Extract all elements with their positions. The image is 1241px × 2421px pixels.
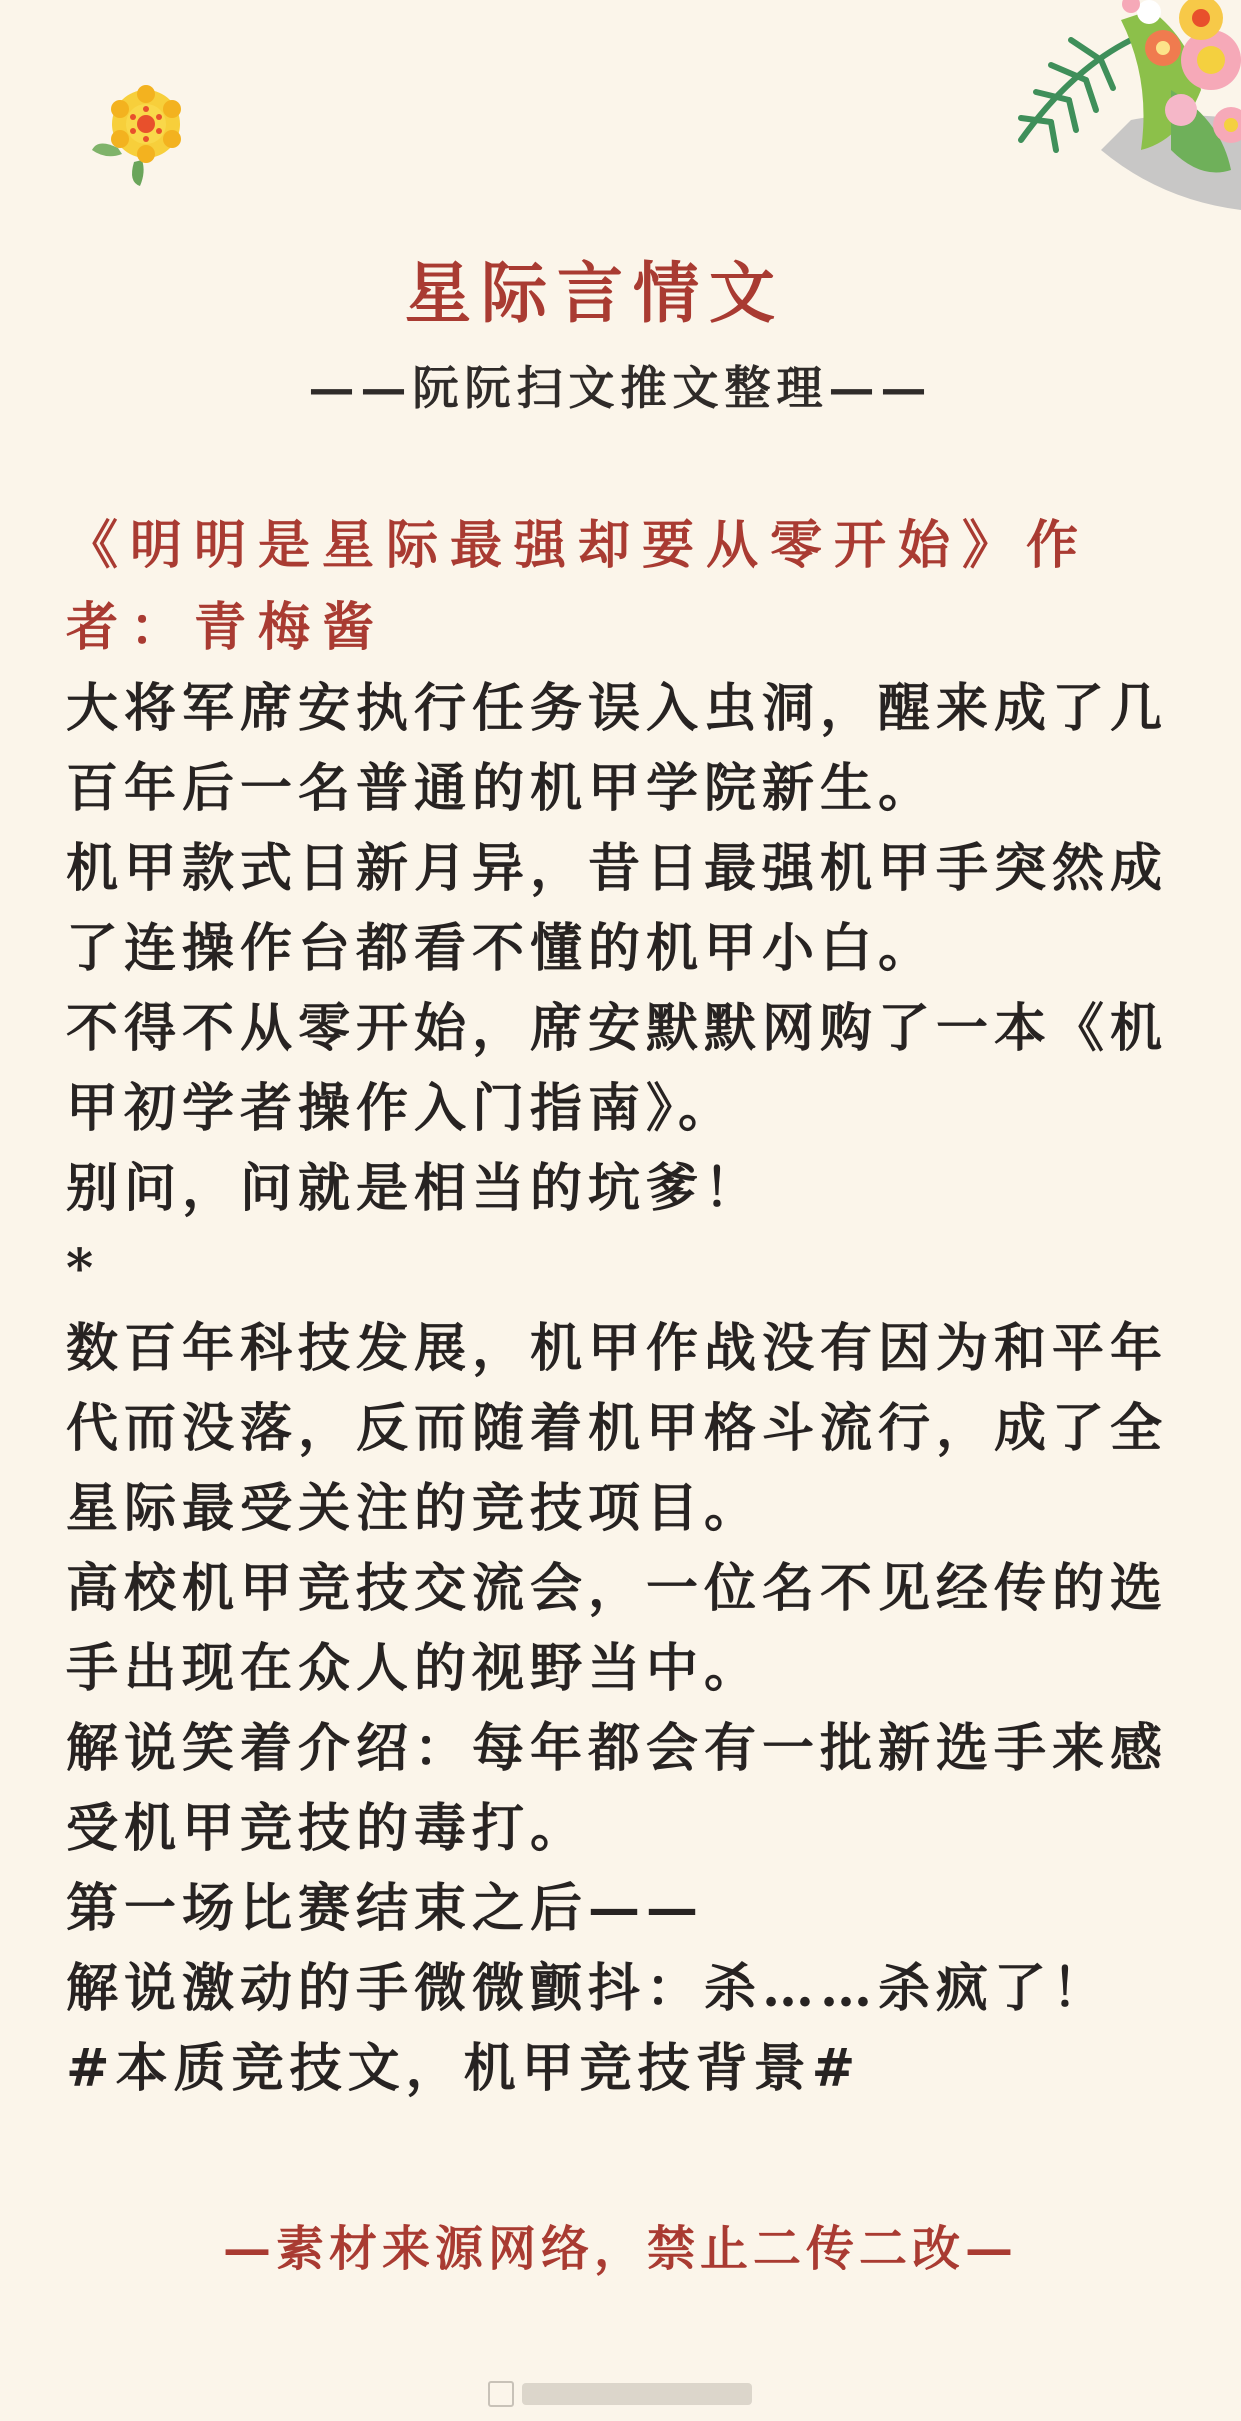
yellow-flower-icon [88, 78, 198, 188]
paragraph: 解说笑着介绍：每年都会有一批新选手来感受机甲竞技的毒打。 [66, 1718, 1169, 1859]
book-summary [66, 505, 1180, 2109]
paragraph: 数百年科技发展，机甲作战没有因为和平年代而没落，反而随着机甲格斗流行，成了全星际最受关注的竞技项目。 [66, 1318, 1169, 1539]
tags-line: #本质竞技文，机甲竞技背景# [66, 2038, 862, 2099]
book-title-line: 《明明是星际最强却要从零开始》作者：青梅酱 [66, 515, 1091, 658]
watermark-bar [522, 2383, 752, 2405]
paragraph: 第一场比赛结束之后—— [66, 1878, 705, 1939]
section-separator: * [66, 1238, 100, 1299]
page-title: 星际言情文 [405, 254, 785, 332]
paragraph: 高校机甲竞技交流会，一位名不见经传的选手出现在众人的视野当中。 [66, 1558, 1169, 1699]
paragraph: 解说激动的手微微颤抖：杀……杀疯了！ [66, 1958, 1111, 2019]
footer-notice: —素材来源网络，禁止二传二改— [222, 2221, 1018, 2277]
paragraph: 别问，问就是相当的坑爹！ [66, 1158, 763, 1219]
watermark-icon [488, 2381, 514, 2407]
paragraph: 不得不从零开始，席安默默网购了一本《机甲初学者操作入门指南》。 [66, 998, 1169, 1139]
paragraph: 大将军席安执行任务误入虫洞，醒来成了几百年后一名普通的机甲学院新生。 [66, 678, 1169, 819]
paragraph: 机甲款式日新月异，昔日最强机甲手突然成了连操作台都看不懂的机甲小白。 [66, 838, 1169, 979]
page-subtitle: ——阮阮扫文推文整理—— [308, 361, 933, 415]
flower-bouquet-decoration [901, 0, 1241, 220]
watermark [488, 2378, 752, 2410]
